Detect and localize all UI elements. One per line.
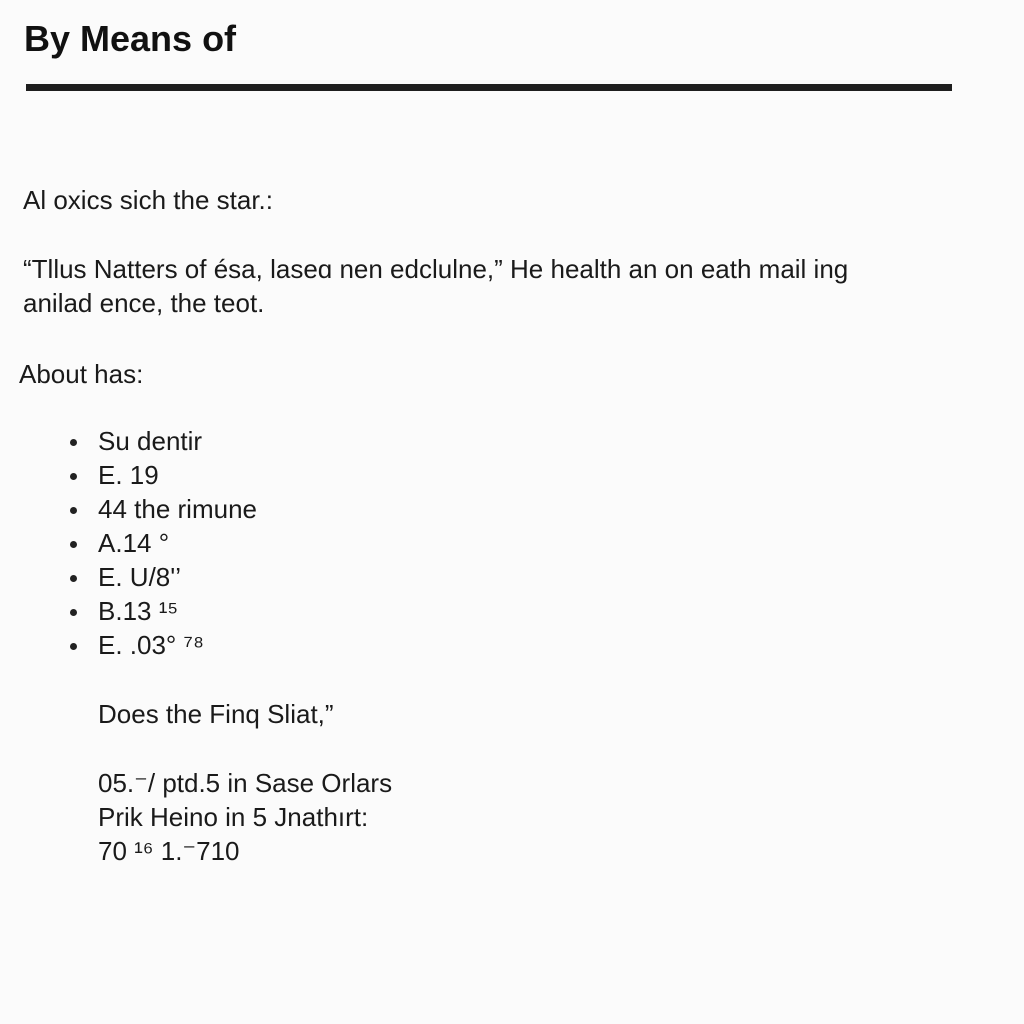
closing-line: Does the Finq Sliat,”: [98, 699, 334, 729]
quote-paragraph: [23, 252, 848, 320]
bullet-icon: [70, 609, 77, 616]
list-item: [66, 424, 257, 458]
footer-block: [98, 766, 392, 868]
list-item-text: A.14 °: [98, 528, 170, 558]
list-item: [66, 458, 257, 492]
about-heading: About has:: [19, 359, 144, 389]
list-item-text: E. .03° ⁷⁸: [98, 630, 204, 660]
bullet-icon: [70, 575, 77, 582]
quote-line-2: anilad ence, the teot.: [23, 288, 265, 318]
bullet-icon: [70, 643, 77, 650]
footer-line-3: 70 ¹⁶ 1.⁻710: [98, 836, 240, 866]
page-title: By Means of: [24, 18, 237, 59]
list-item-text: 44 the rimune: [98, 494, 257, 524]
bullet-icon: [70, 473, 77, 480]
list-item: [66, 560, 257, 594]
bullet-icon: [70, 507, 77, 514]
list-item-text: B.13 ¹⁵: [98, 596, 179, 626]
list-item-text: E. 19: [98, 460, 159, 490]
list-item: [66, 492, 257, 526]
quote-line-1: “Tllus Natters of ésa, laseɑ nen edclulne,” He health an on eath mail ing: [23, 254, 849, 284]
intro-paragraph: Al oxics sich the star.:: [23, 185, 273, 215]
list-item: [66, 628, 257, 662]
list-item-text: E. U/8'’: [98, 562, 181, 592]
bullet-icon: [70, 541, 77, 548]
title-divider: [26, 84, 952, 91]
list-item-text: Su dentir: [98, 426, 203, 456]
bullet-icon: [70, 439, 77, 446]
footer-line-1: 05.⁻/ ptd.5 in Sase Orlars: [98, 768, 393, 798]
footer-line-2: Prik Heino in 5 Jnathırt:: [98, 802, 369, 832]
list-item: [66, 526, 257, 560]
list-item: [66, 594, 257, 628]
bullet-list: [66, 424, 257, 662]
